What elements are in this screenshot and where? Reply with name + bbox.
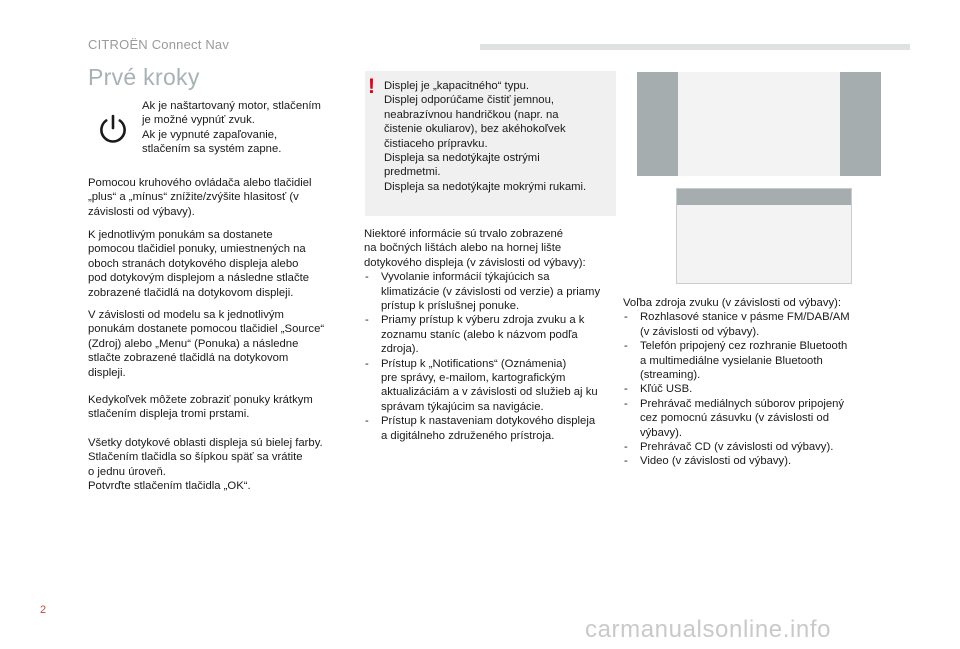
list-item: - Prehrávač mediálnych súborov pripojený cez pomocnú zásuvku (v závislosti od výbavy).: [623, 397, 898, 440]
paragraph-menu-buttons: K jednotlivým ponukám sa dostanete pomocou tlačidiel ponuky, umiestnených na oboch stranách dotykového displeja alebo pod dotykovým displejom a následne stlačte zobrazené tlačidlá na dotykovom displeji.: [88, 229, 310, 299]
audio-source-list: [623, 310, 898, 468]
audio-source-section: [623, 296, 898, 469]
header-bar: [480, 44, 910, 50]
warning-text: Displej je „kapacitného“ typu. Displej odporúčame čistiť jemnou, neabrazívnou handričkou (napr. na čistenie okuliarov), bez akéhokoľvek čistiaceho prípravku. Displeja sa nedotýkajte ostrými predmetmi. Displeja sa nedotýkajte mokrými rukami.: [384, 80, 587, 193]
list-item: - Prístup k nastaveniam dotykového displeja a digitálneho združeného prístroja.: [364, 414, 620, 443]
paragraph-source-menu: V závislosti od modelu sa k jednotlivým ponukám dostanete pomocou tlačidiel „Source“ (Zdroj) alebo „Menu“ (Ponuka) a následne stlačte zobrazené tlačidlá na dotykovom displeji.: [88, 309, 325, 379]
status-bars-list: [364, 270, 620, 443]
list-item: - Prístup k „Notifications“ (Oznámenia) pre správy, e-mailom, kartografickým aktualizáciám a v závislosti od služieb aj ku správam týkajúcim sa navigácie.: [364, 357, 620, 415]
list-item: - Prehrávač CD (v závislosti od výbavy).: [623, 440, 898, 454]
list-item: - Priamy prístup k výberu zdroja zvuku a k zoznamu staníc (alebo k názvom podľa zdroja).: [364, 313, 620, 356]
power-icon: [95, 111, 131, 147]
list-item: - Rozhlasové stanice v pásme FM/DAB/AM (v závislosti od výbavy).: [623, 310, 898, 339]
paragraph-volume: Pomocou kruhového ovládača alebo tlačidiel „plus“ a „mínus“ znížite/zvýšite hlasitosť (v závislosti od výbavy).: [88, 177, 312, 218]
status-bars-section: [364, 227, 620, 443]
page-number: 2: [40, 604, 47, 616]
page-title: Prvé kroky: [88, 64, 200, 90]
list-item: - Video (v závislosti od výbavy).: [623, 454, 898, 468]
paragraph-touch-areas: Všetky dotykové oblasti displeja sú bielej farby. Stlačením tlačidla so šípkou späť sa vrátite o jednu úroveň. Potvrďte stlačením tlačidla „OK“.: [88, 437, 323, 493]
warning-icon: !: [368, 75, 375, 98]
list-item: - Telefón pripojený cez rozhranie Bluetooth a multimediálne vysielanie Bluetooth (streaming).: [623, 339, 898, 382]
display-illustration-sidebars: [637, 72, 881, 176]
audio-source-intro: Voľba zdroja zvuku (v závislosti od výbavy):: [623, 297, 842, 309]
list-item: - Vyvolanie informácií týkajúcich sa klimatizácie (v závislosti od verzie) a priamy prístup k príslušnej ponuke.: [364, 270, 620, 313]
watermark: carmanualsonline.info: [585, 616, 832, 643]
power-button-text: Ak je naštartovaný motor, stlačením je možné vypnúť zvuk. Ak je vypnuté zapaľovanie, stlačením sa systém zapne.: [142, 100, 321, 156]
display-screen-area: [678, 72, 840, 176]
display-top-bar: [677, 189, 851, 205]
display-illustration-topbar: [676, 188, 852, 284]
header-title: CITROËN Connect Nav: [88, 37, 230, 52]
status-bars-intro: Niektoré informácie sú trvalo zobrazené na bočných lištách alebo na hornej lište dotykového displeja (v závislosti od výbavy):: [364, 228, 586, 269]
list-item: - Kľúč USB.: [623, 382, 898, 396]
paragraph-three-fingers: Kedykoľvek môžete zobraziť ponuky krátkym stlačením displeja tromi prstami.: [88, 394, 313, 421]
